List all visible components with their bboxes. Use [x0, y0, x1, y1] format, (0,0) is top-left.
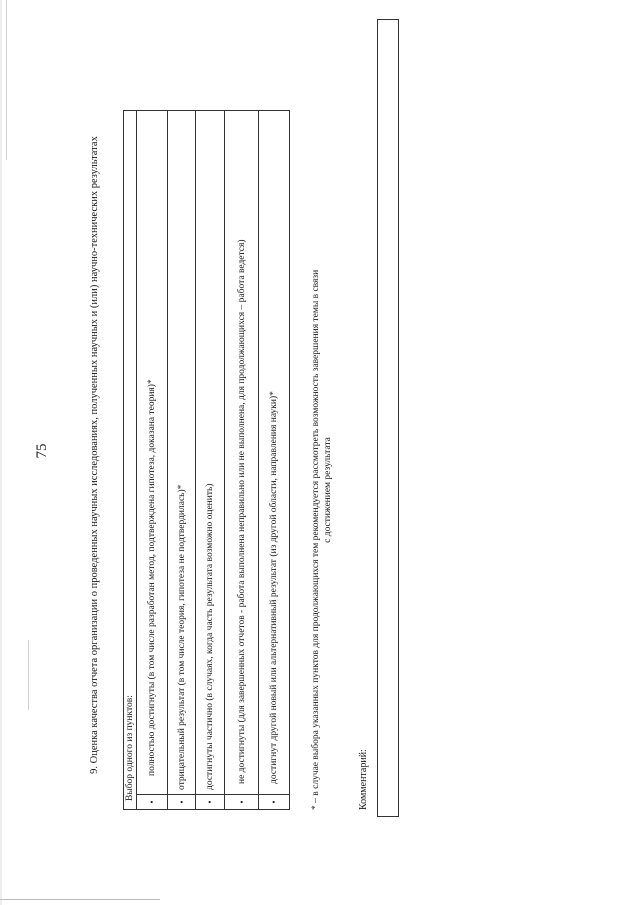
option-row[interactable]	[196, 111, 225, 810]
bullet-icon: •	[259, 795, 290, 810]
option-row[interactable]	[168, 111, 196, 810]
bullet-icon: •	[196, 795, 225, 810]
footnote-line-1: * – в случае выбора указанных пунктов для продолжающихся тем рекомендуется рассмотреть возможность завершения темы в связи	[311, 269, 321, 810]
bullet-icon: •	[137, 795, 168, 810]
comment-label: Комментарий:	[358, 749, 369, 810]
option-negative-result[interactable]: отрицательный результат (в том числе теория, гипотеза не подтвердилась)*	[168, 111, 196, 795]
footnote-line-2: с достижением результата	[323, 437, 333, 543]
option-row[interactable]	[137, 111, 168, 810]
section-heading: 9. Оценка качества отчета организации о проведенных научных исследованиях, полученных научных и (или) научно-технических результатах	[89, 136, 100, 774]
options-table	[123, 110, 290, 810]
option-fully-achieved[interactable]: полностью достигнуты (в том числе разработан метод, подтверждена гипотеза, доказана теория)*	[137, 111, 168, 795]
bullet-icon: •	[225, 795, 259, 810]
option-alternative-result[interactable]: достигнут другой новый или альтернативный результат (из другой области, направления науки)*	[259, 111, 290, 795]
table-header-row	[124, 111, 137, 810]
table-header: Выбор одного из пунктов:	[124, 111, 137, 810]
comment-field[interactable]	[377, 19, 399, 817]
bullet-icon: •	[168, 795, 196, 810]
option-partially-achieved[interactable]: достигнуты частично (в случаях, когда часть результата возможно оценить)	[196, 111, 225, 795]
page-number: 75	[34, 443, 50, 459]
footnote	[310, 170, 334, 810]
option-not-achieved[interactable]: не достигнуты (для завершенных отчетов - работа выполнена неправильно или не выполнена, для продолжающихся – работа ведется)	[225, 111, 259, 795]
option-row[interactable]	[259, 111, 290, 810]
option-row[interactable]	[225, 111, 259, 810]
